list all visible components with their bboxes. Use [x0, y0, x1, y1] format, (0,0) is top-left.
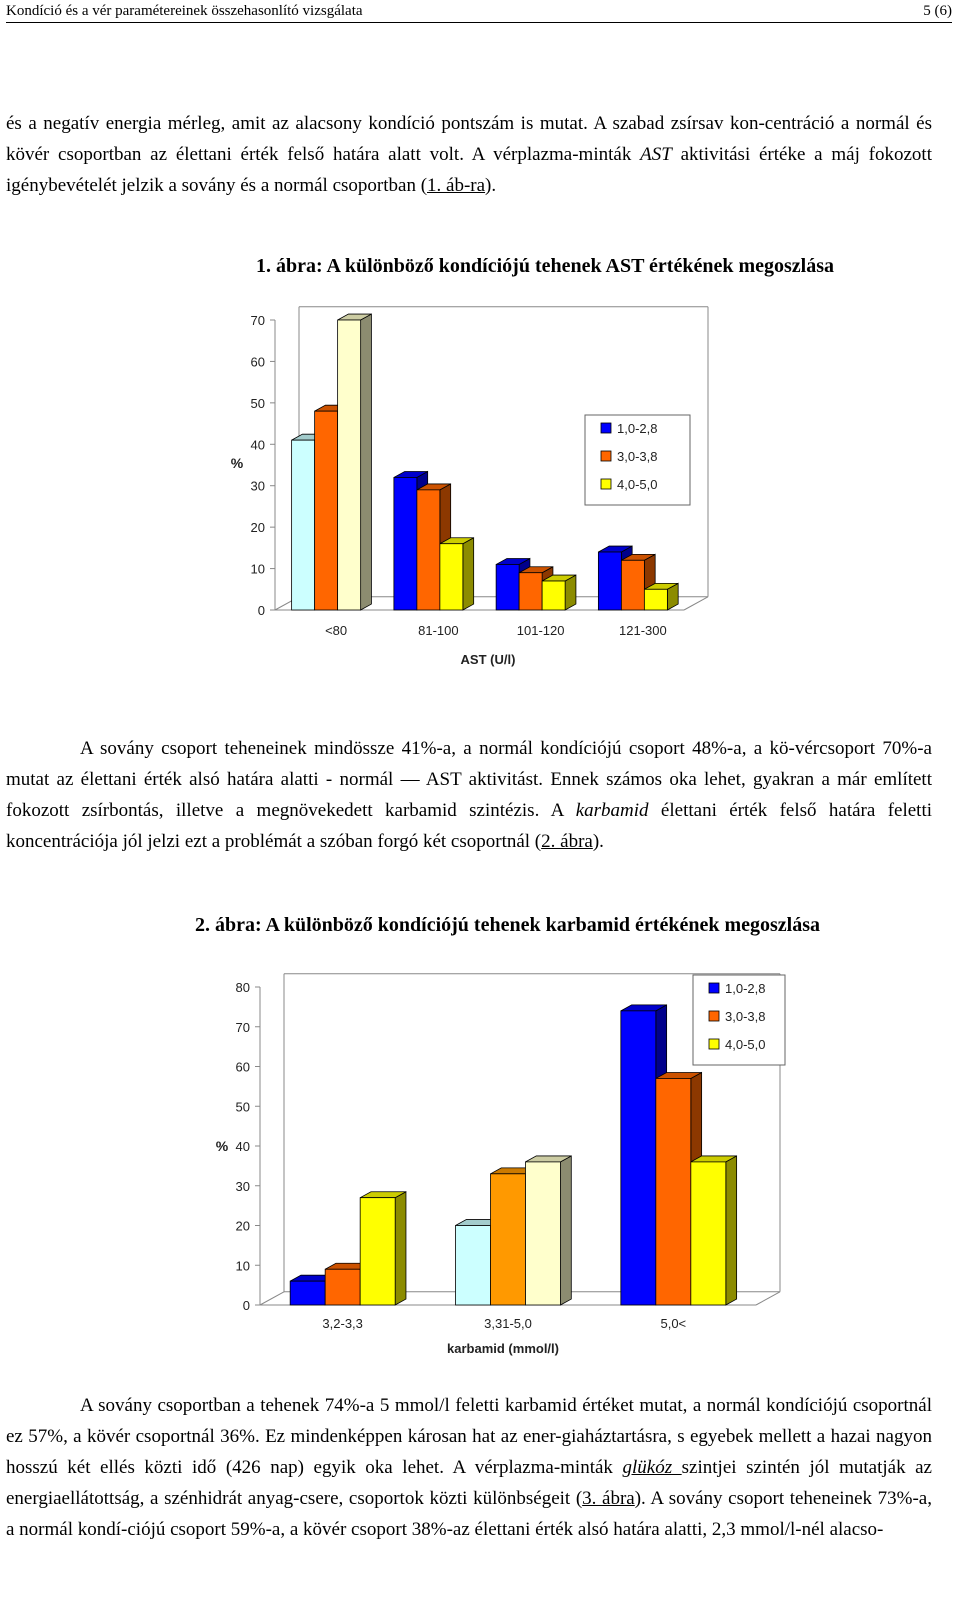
bar-0-3-2 — [644, 583, 678, 610]
x-tick-label: 3,2-3,3 — [322, 1316, 363, 1331]
bar-side — [726, 1156, 737, 1305]
back-wall-left — [260, 974, 284, 1305]
bar-front — [360, 1198, 395, 1305]
y-tick-label: 60 — [250, 354, 265, 370]
y-tick-label: 50 — [250, 395, 265, 411]
bar-front — [542, 581, 565, 610]
figure-1-link[interactable]: 1. áb-ra — [427, 175, 486, 196]
y-tick-label: 40 — [235, 1139, 250, 1154]
figure-2-link[interactable]: 2. ábra — [541, 831, 593, 852]
y-tick-label: 0 — [257, 603, 265, 618]
figure-2-chart — [0, 965, 960, 1370]
x-tick-label: 3,31-5,0 — [484, 1316, 532, 1331]
x-axis-label: karbamid (mmol/l) — [447, 1341, 559, 1356]
legend-label: 4,0-5,0 — [725, 1037, 766, 1052]
bar-1-2-2 — [691, 1156, 737, 1305]
floor-right-edge — [684, 597, 708, 610]
bar-front — [491, 1174, 526, 1305]
bar-front — [440, 544, 463, 610]
bar-front — [290, 1281, 325, 1305]
bar-1-0-2 — [360, 1192, 406, 1305]
bar-front — [315, 411, 338, 610]
bar-front — [394, 477, 417, 610]
y-tick-label: 0 — [242, 1298, 250, 1313]
legend-swatch — [709, 983, 719, 993]
paragraph-2: A sovány csoport teheneinek mindössze 41%-a, a normál kondíciójú csoport 48%-a, a kö-vércsoport 70%-a mutat az élettani érték alsó határa alatti - normál — AST aktivitást. Ennek számos oka lehet, gyakran a már említett fokozott zsírbontás, illetve a megnövekedett karbamid szintézis. A karbamid élettani érték felső határa feletti koncentrációja jól jelzi ezt a problémát a szóban forgó két csoportnál (2. ábra). — [6, 738, 932, 852]
bar-front — [456, 1226, 491, 1306]
bar-front — [325, 1269, 360, 1305]
bar-front — [292, 440, 315, 610]
y-tick-label: 60 — [235, 1059, 250, 1075]
y-tick-label: 40 — [250, 437, 265, 453]
legend-swatch — [601, 423, 611, 433]
y-tick-label: 70 — [235, 1019, 250, 1035]
bar-front — [621, 1011, 656, 1305]
y-tick-label: 30 — [235, 1178, 250, 1194]
x-tick-label: <80 — [325, 623, 348, 638]
bar-front — [691, 1162, 726, 1305]
x-tick-label: 121-300 — [619, 623, 667, 638]
legend-swatch — [709, 1011, 719, 1021]
bar-0-0-2 — [338, 314, 372, 610]
y-tick-label: 10 — [235, 1258, 250, 1274]
page-header — [6, 0, 952, 23]
bar-side — [561, 1156, 572, 1305]
header-title: Kondíció és a vér paramétereinek összehasonlító vizsgálata — [6, 2, 363, 19]
paragraph-3: A sovány csoportban a tehenek 74%-a 5 mmol/l feletti karbamid értéket mutat, a normál kondíciójú csoportnál ez 57%, a kövér csoportnál 36%. Ez mindenképpen károsan hat az ener-giaháztartásra, s egyebek mellett a hazai nagyon hosszú két ellés közti idő (426 nap) egyik oka lehet. A vérplazma-minták glükóz szintjei szintén jól mutatják az energiaellátottság, a szénhidrát anyag-csere, csoportok közti különbségeit (3. ábra). A sovány csoport teheneinek 73%-a, a normál kondí-ciójú csoport 59%-a, a kövér csoport 38%-az élettani érték alsó határa alatti, 2,3 mmol/l-nél alacso- — [6, 1395, 932, 1540]
page-number: 5 (6) — [923, 2, 952, 19]
legend-label: 1,0-2,8 — [617, 421, 658, 436]
bar-front — [496, 564, 519, 610]
bar-front — [417, 490, 440, 610]
bar-0-2-2 — [542, 575, 576, 610]
bar-side — [395, 1192, 406, 1305]
legend-swatch — [709, 1039, 719, 1049]
glukoz-term: glükóz — [622, 1457, 682, 1478]
bar-front — [338, 320, 361, 610]
y-tick-label: 70 — [250, 313, 265, 328]
bar-front — [526, 1162, 561, 1305]
figure-3-link[interactable]: 3. ábra — [582, 1488, 635, 1509]
legend-label: 1,0-2,8 — [725, 981, 766, 996]
legend-label: 3,0-3,8 — [617, 449, 658, 464]
y-tick-label: 20 — [235, 1218, 250, 1234]
x-axis-label: AST (U/l) — [460, 652, 516, 667]
x-tick-label: 5,0< — [660, 1316, 687, 1331]
figure-1-chart — [0, 290, 960, 680]
y-axis-label: % — [230, 455, 244, 471]
karbamid-term: karbamid — [575, 800, 649, 821]
y-tick-label: 10 — [250, 561, 265, 577]
y-axis-label: % — [215, 1138, 229, 1154]
figure-1-caption: 1. ábra: A különböző kondíciójú tehenek AST értékének megoszlása — [255, 255, 835, 277]
bar-front — [519, 573, 542, 610]
figure-2-caption: 2. ábra: A különböző kondíciójú tehenek karbamid értékének megoszlása — [194, 914, 821, 936]
x-tick-label: 101-120 — [516, 623, 565, 638]
bar-front — [656, 1078, 691, 1305]
y-tick-label: 20 — [250, 520, 265, 536]
floor-right-edge — [756, 1292, 780, 1305]
y-tick-label: 50 — [235, 1099, 250, 1115]
bar-front — [621, 560, 644, 610]
bar-1-1-2 — [526, 1156, 572, 1305]
bar-front — [644, 589, 667, 610]
bar-side — [463, 538, 474, 610]
legend-swatch — [601, 451, 611, 461]
paragraph-1: és a negatív energia mérleg, amit az alacsony kondíció pontszám is mutat. A szabad zsírsav kon-centráció a normál és kövér csoportban az élettani érték felső határa alatt volt. A vérplazma-minták AST aktivitási értéke a máj fokozott igénybevételét jelzik a sovány és a normál csoportban (1. áb-ra). — [6, 113, 932, 196]
y-tick-label: 30 — [250, 478, 265, 494]
bar-0-1-2 — [440, 538, 474, 610]
y-tick-label: 80 — [235, 980, 250, 995]
x-tick-label: 81-100 — [418, 623, 459, 638]
bar-front — [598, 552, 621, 610]
legend-label: 3,0-3,8 — [725, 1009, 766, 1024]
legend-label: 4,0-5,0 — [617, 477, 658, 492]
bar-side — [361, 314, 372, 610]
ast-term: AST — [640, 144, 672, 165]
legend-swatch — [601, 479, 611, 489]
